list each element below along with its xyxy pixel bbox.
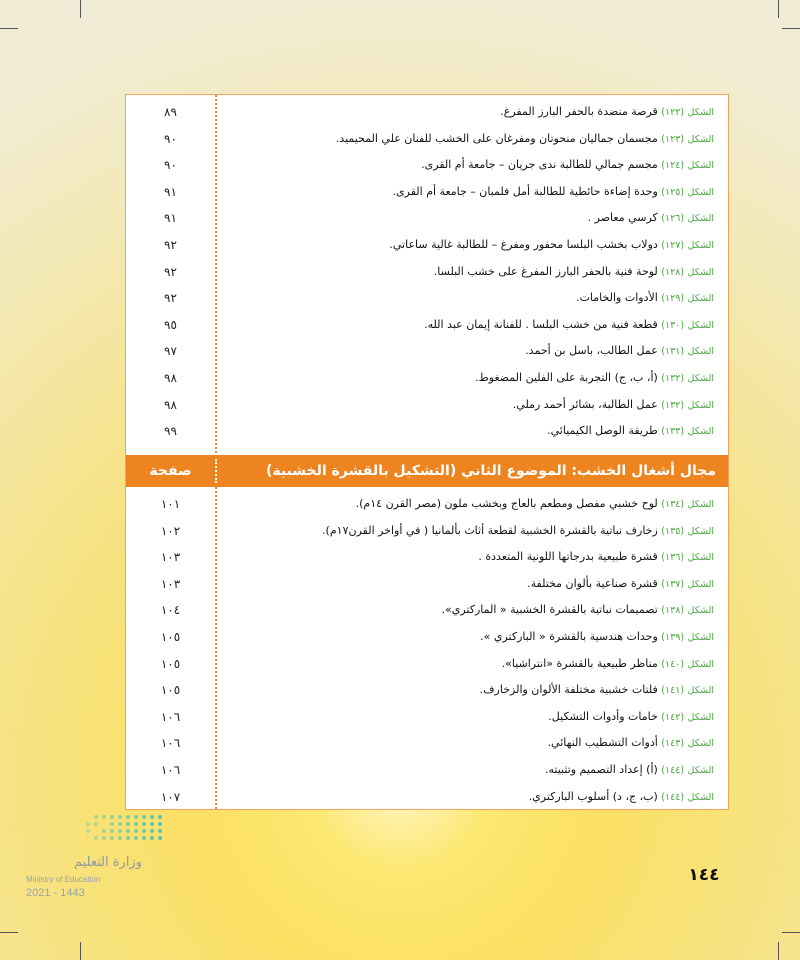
figure-number: (١٢٨) [661, 266, 685, 278]
figure-number: (١٤٠) [661, 658, 685, 670]
figure-caption [500, 99, 714, 125]
figure-caption [545, 757, 714, 783]
ministry-logo [26, 815, 176, 901]
logo-dot [118, 822, 122, 826]
figure-row [126, 338, 728, 364]
section-header [126, 455, 728, 487]
figure-page: ٩٠ [164, 158, 177, 173]
figure-row [126, 285, 728, 311]
figure-page: ١٠٧ [160, 789, 181, 804]
logo-dot [110, 836, 114, 840]
figure-index-table [125, 94, 729, 810]
figure-caption-text: دولاب بخشب البلسا محفور ومفرغ – للطالبة غالية ساعاتي. [389, 238, 658, 251]
logo-dot [118, 815, 122, 819]
logo-dot [110, 829, 114, 833]
figure-row [126, 392, 728, 418]
logo-dot [126, 836, 130, 840]
figure-label: الشكل [687, 658, 714, 670]
figure-row [126, 99, 728, 125]
figure-label: الشكل [687, 399, 714, 411]
figure-page: ٩٩ [164, 424, 177, 439]
figure-number: (١٣٧) [661, 578, 685, 590]
logo-dot [94, 822, 98, 826]
figure-page: ١٠١ [160, 497, 181, 511]
figure-caption [389, 232, 714, 258]
figure-number: (١٢٤) [661, 160, 685, 172]
figure-row [126, 518, 728, 544]
logo-dot [142, 815, 146, 819]
figure-label: الشكل [687, 319, 714, 331]
figure-page: ١٠٦ [160, 736, 181, 751]
figure-number: (١٣٩) [661, 632, 685, 643]
figure-caption-text: قطعة فنية من خشب البلسا . للفنانة إيمان عبد الله. [424, 317, 658, 331]
figure-caption-text: فلتات خشبية مختلفة الألوان والزخارف. [479, 683, 658, 697]
logo-dot [126, 815, 130, 819]
figure-caption-text: لوحة فنية بالحفر البارز المفرغ على خشب البلسا. [433, 264, 658, 278]
figure-caption-text: تصميمات نباتية بالقشرة الخشبية « الماركتري». [441, 603, 658, 617]
logo-dot [126, 829, 130, 833]
logo-dot [150, 836, 154, 840]
logo-dot [142, 829, 146, 833]
figure-caption-text: وحدة إضاءة حائطية للطالبة أمل فلمبان – جامعة أم القرى. [392, 184, 658, 198]
figure-label: الشكل [687, 738, 714, 750]
figure-caption [356, 491, 714, 517]
logo-dot [158, 822, 162, 826]
figure-page: ٩٨ [164, 397, 177, 412]
figure-label: الشكل [687, 240, 714, 251]
logo-dot [150, 822, 154, 826]
logo-dot [102, 815, 106, 819]
figure-row [126, 651, 728, 677]
figure-row [126, 418, 728, 444]
figure-caption [442, 597, 715, 623]
figure-label: الشكل [687, 266, 714, 278]
page-number: ١٤٤ [688, 865, 720, 885]
section-divider [215, 459, 217, 483]
figure-number: (١٣٠) [661, 319, 685, 331]
figure-caption [525, 338, 714, 364]
figure-caption [527, 571, 714, 597]
logo-dot [110, 822, 114, 826]
figure-label: الشكل [687, 213, 714, 225]
figure-page: ١٠٤ [160, 603, 181, 618]
figure-caption [421, 152, 714, 178]
figure-page: ١٠٣ [160, 550, 181, 565]
figure-number: (١٢٥) [661, 186, 685, 198]
figure-row [126, 312, 728, 338]
logo-dot [86, 829, 90, 833]
figure-page: ١٠٢ [160, 523, 181, 538]
logo-dots-icon [86, 815, 176, 845]
figure-caption [393, 179, 714, 205]
figure-number: (١٢٧) [661, 240, 685, 251]
figure-page: ١٠٥ [160, 656, 181, 671]
ministry-years: 2021 - 1443 [26, 887, 85, 899]
crop-mark [782, 932, 800, 933]
figure-caption-text: طريقة الوصل الكيميائي. [547, 424, 658, 438]
figure-row [126, 571, 728, 597]
figure-label: الشكل [687, 160, 714, 172]
ministry-name-en: Ministry of Education [26, 875, 101, 884]
figure-label: الشكل [687, 578, 714, 590]
figure-row [126, 126, 728, 152]
page-column-header: صفحة [149, 463, 192, 479]
figure-label: الشكل [687, 499, 714, 510]
figure-page: ٨٩ [164, 105, 177, 119]
figure-page: ٩٠ [164, 131, 177, 146]
logo-dot [94, 815, 98, 819]
figure-number: (١٤٢) [661, 711, 685, 723]
figure-caption-text: الأدوات والخامات. [576, 291, 658, 305]
figure-page: ٩٢ [164, 264, 177, 279]
figure-caption-text: (ب، ج، د) أسلوب الباركتري. [528, 789, 658, 803]
figure-caption-text: مجسم جمالي للطالبة ندى جريان – جامعة أم القرى. [421, 158, 658, 172]
figure-number: (١٣٢) [661, 373, 685, 384]
figure-caption-text: وحدات هندسية بالقشرة « الباركتري ». [480, 630, 658, 643]
figure-row [126, 624, 728, 650]
figure-label: الشكل [687, 632, 714, 643]
figure-number: (١٤١) [661, 685, 685, 697]
logo-dot [126, 822, 130, 826]
figure-number: (١٣٥) [661, 525, 685, 537]
logo-dot [158, 815, 162, 819]
figure-caption-text: مناظر طبيعية بالقشرة «انتراشيا». [501, 656, 658, 670]
figure-caption-text: (أ) إعداد التصميم وتثبيته. [545, 763, 658, 776]
logo-dot [158, 829, 162, 833]
figure-caption [480, 624, 714, 650]
logo-dot [86, 822, 90, 826]
figure-page: ١٠٣ [160, 576, 181, 591]
figure-caption [336, 126, 714, 152]
figure-label: الشكل [687, 346, 714, 358]
ministry-name-ar: وزارة التعليم [73, 855, 142, 870]
figure-label: الشكل [687, 685, 714, 697]
crop-mark [80, 942, 81, 960]
figure-label: الشكل [687, 186, 714, 198]
figure-caption-text: قشرة طبيعية بدرجاتها اللونية المتعددة . [478, 550, 658, 564]
figure-label: الشكل [687, 373, 714, 384]
figure-row [126, 704, 728, 730]
figure-caption-text: قرصة منضدة بالحفر البارز المفرغ. [500, 105, 658, 118]
section-title: مجال أشغال الخشب: الموضوع الثاني (التشكيل بالقشرة الخشبية) [265, 463, 716, 479]
figure-caption-text: أدوات التشطيب النهائي. [547, 736, 658, 750]
figure-caption [322, 518, 714, 544]
crop-mark [778, 0, 779, 18]
figure-number: (١٣٢) [661, 399, 685, 411]
figure-caption [502, 651, 714, 677]
figure-row [126, 757, 728, 783]
logo-dot [142, 836, 146, 840]
figure-page: ١٠٥ [160, 683, 181, 698]
figure-page: ٩١ [164, 211, 177, 226]
logo-dot [94, 836, 98, 840]
logo-dot [118, 829, 122, 833]
figure-row [126, 730, 728, 756]
figure-page: ٩١ [164, 184, 177, 199]
figure-caption [434, 259, 714, 285]
figure-row [126, 784, 728, 810]
figure-row [126, 232, 728, 258]
crop-mark [80, 0, 81, 18]
figure-label: الشكل [687, 765, 714, 776]
logo-dot [110, 815, 114, 819]
figure-number: (١٣٦) [661, 552, 685, 564]
crop-mark [778, 942, 779, 960]
figure-caption-text: (أ، ب، ج) التجربة على الفلين المضغوط. [475, 371, 658, 384]
figure-number: (١٤٤) [661, 765, 685, 776]
logo-dot [102, 829, 106, 833]
figure-caption [548, 730, 714, 756]
figure-label: الشكل [687, 107, 714, 118]
figure-label: الشكل [687, 293, 714, 305]
figure-label: الشكل [687, 605, 714, 617]
figure-page: ٩٥ [164, 317, 177, 332]
logo-dot [158, 836, 162, 840]
figure-caption [529, 784, 714, 810]
figure-caption [480, 677, 714, 703]
figure-row [126, 544, 728, 570]
figure-number: (١٢٩) [661, 293, 685, 305]
figure-caption-text: قشرة صناعية بألوان مختلفة. [527, 576, 658, 590]
figure-caption-text: خامات وأدوات التشكيل. [548, 709, 658, 723]
figure-number: (١٣٣) [661, 426, 685, 438]
figure-label: الشكل [687, 711, 714, 723]
logo-dot [134, 822, 138, 826]
figure-page: ٩٢ [164, 291, 177, 306]
figure-row [126, 597, 728, 623]
figure-number: (١٣١) [661, 346, 685, 358]
figure-number: (١٣٤) [661, 499, 685, 510]
figure-row [126, 179, 728, 205]
figure-row [126, 677, 728, 703]
figure-label: الشكل [687, 133, 714, 145]
figure-row [126, 152, 728, 178]
figure-page: ١٠٥ [160, 630, 181, 644]
figure-row [126, 365, 728, 391]
figure-caption-text: لوح خشبي مفصل ومطعم بالعاج وبخشب ملون (مصر القرن ١٤م). [355, 497, 658, 510]
figure-row [126, 491, 728, 517]
figure-row [126, 259, 728, 285]
figure-page: ١٠٦ [160, 709, 181, 724]
figure-label: الشكل [687, 791, 714, 803]
logo-dot [134, 829, 138, 833]
figure-label: الشكل [687, 552, 714, 564]
logo-dot [150, 829, 154, 833]
figure-caption [588, 205, 714, 231]
logo-dot [118, 836, 122, 840]
logo-dot [142, 822, 146, 826]
logo-dot [134, 836, 138, 840]
figure-page: ١٠٦ [160, 763, 181, 777]
figure-page: ٩٢ [164, 238, 177, 252]
figure-caption [547, 418, 714, 444]
figure-caption [513, 392, 714, 418]
figure-number: (١٤٣) [661, 738, 685, 750]
figure-number: (١٢٣) [661, 133, 685, 145]
figure-label: الشكل [687, 426, 714, 438]
figure-caption [548, 704, 714, 730]
logo-dot [102, 836, 106, 840]
figure-caption [424, 312, 714, 338]
figure-label: الشكل [687, 525, 714, 537]
figure-page: ٩٧ [164, 344, 177, 359]
figure-number: (١٢٢) [661, 107, 685, 118]
figure-caption-text: عمل الطالب، باسل بن أحمد. [525, 344, 658, 358]
figure-caption-text: زخارف نباتية بالقشرة الخشبية لقطعة أثاث بألمانيا ( في أواخر القرن١٧م). [322, 523, 658, 537]
figure-caption-text: مجسمان جماليان منحوتان ومفرغان على الخشب للفنان علي المحيميد. [335, 131, 658, 145]
figure-caption [478, 544, 714, 570]
figure-caption-text: كرسي معاصر . [587, 211, 658, 225]
figure-page: ٩٨ [164, 371, 177, 385]
figure-number: (١٣٨) [661, 605, 685, 617]
figure-row [126, 205, 728, 231]
figure-caption-text: عمل الطالبة، بشائر أحمد رملي. [512, 397, 658, 411]
crop-mark [0, 932, 18, 933]
figure-caption [576, 285, 714, 311]
logo-dot [150, 815, 154, 819]
figure-number: (١٤٤) [661, 791, 685, 803]
figure-caption [475, 365, 714, 391]
crop-mark [0, 28, 18, 29]
logo-dot [134, 815, 138, 819]
figure-number: (١٢٦) [661, 213, 685, 225]
crop-mark [782, 28, 800, 29]
